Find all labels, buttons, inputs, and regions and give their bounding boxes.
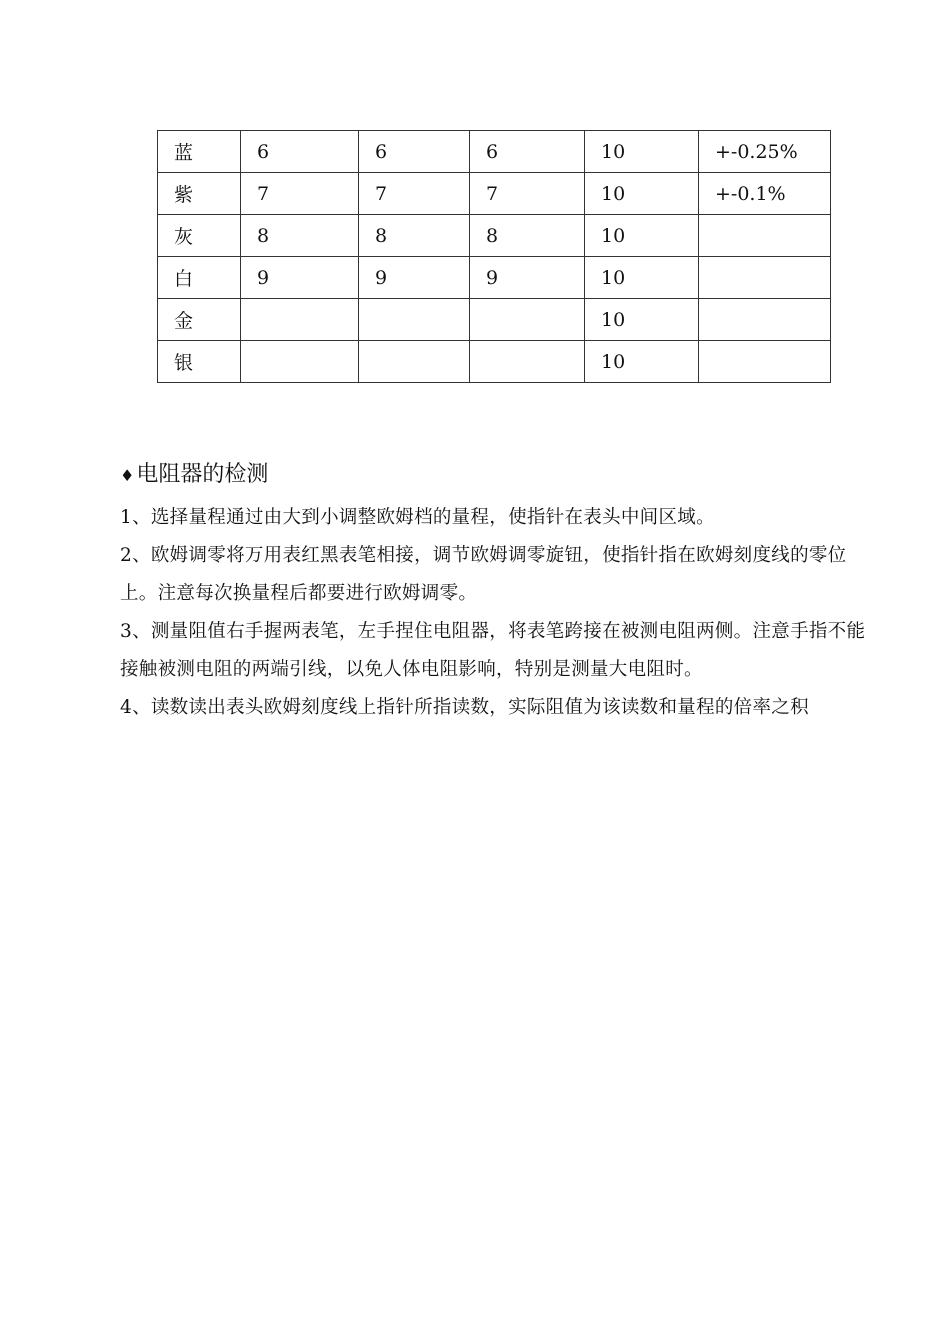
color-code-table bbox=[157, 130, 831, 383]
table-cell bbox=[699, 215, 831, 257]
color-name-cell: 银 bbox=[158, 341, 241, 383]
table-row bbox=[158, 173, 831, 215]
table-cell bbox=[241, 299, 359, 341]
table-cell: 7 bbox=[359, 173, 470, 215]
table-cell: 7 bbox=[241, 173, 359, 215]
table-cell: 9 bbox=[241, 257, 359, 299]
table-cell bbox=[470, 341, 585, 383]
table-cell: 6 bbox=[359, 131, 470, 173]
table-cell: 9 bbox=[470, 257, 585, 299]
table-cell: 10 bbox=[585, 173, 699, 215]
step-paragraph-4: 4、读数读出表头欧姆刻度线上指针所指读数，实际阻值为该读数和量程的倍率之积 bbox=[120, 697, 809, 718]
table-cell bbox=[699, 299, 831, 341]
table-row bbox=[158, 341, 831, 383]
table-cell: 6 bbox=[241, 131, 359, 173]
color-name-cell: 紫 bbox=[158, 173, 241, 215]
table-cell: 10 bbox=[585, 257, 699, 299]
color-name-cell: 灰 bbox=[158, 215, 241, 257]
table-cell: 6 bbox=[470, 131, 585, 173]
color-name-cell: 蓝 bbox=[158, 131, 241, 173]
table-cell bbox=[699, 257, 831, 299]
table-cell bbox=[359, 299, 470, 341]
step-paragraph-1: 1、选择量程通过由大到小调整欧姆档的量程，使指针在表头中间区域。 bbox=[120, 507, 715, 528]
table-cell: +-0.25% bbox=[699, 131, 831, 173]
step-paragraph-3: 3、测量阻值右手握两表笔，左手捏住电阻器，将表笔跨接在被测电阻两侧。注意手指不能接触被测电阻的两端引线，以免人体电阻影响，特别是测量大电阻时。 bbox=[120, 621, 866, 680]
section-heading bbox=[120, 455, 870, 495]
table-cell bbox=[699, 341, 831, 383]
section-title: 电阻器的检测 bbox=[136, 462, 269, 487]
table-cell: 10 bbox=[585, 299, 699, 341]
table-cell: 9 bbox=[359, 257, 470, 299]
table-row bbox=[158, 299, 831, 341]
diamond-bullet-icon: ♦ bbox=[120, 466, 135, 485]
table-cell: 8 bbox=[359, 215, 470, 257]
table-row bbox=[158, 257, 831, 299]
resistor-testing-section bbox=[120, 455, 870, 727]
table-cell: 10 bbox=[585, 215, 699, 257]
table-row bbox=[158, 131, 831, 173]
table-cell bbox=[359, 341, 470, 383]
table-cell bbox=[470, 299, 585, 341]
color-name-cell: 金 bbox=[158, 299, 241, 341]
table-cell: +-0.1% bbox=[699, 173, 831, 215]
table-body bbox=[158, 131, 831, 383]
table-cell bbox=[241, 341, 359, 383]
table-cell: 7 bbox=[470, 173, 585, 215]
table-row bbox=[158, 215, 831, 257]
table-cell: 8 bbox=[470, 215, 585, 257]
table-cell: 10 bbox=[585, 131, 699, 173]
table-cell: 8 bbox=[241, 215, 359, 257]
table-cell: 10 bbox=[585, 341, 699, 383]
step-paragraph-2: 2、欧姆调零将万用表红黑表笔相接，调节欧姆调零旋钮，使指针指在欧姆刻度线的零位上。注意每次换量程后都要进行欧姆调零。 bbox=[120, 545, 847, 604]
color-name-cell: 白 bbox=[158, 257, 241, 299]
